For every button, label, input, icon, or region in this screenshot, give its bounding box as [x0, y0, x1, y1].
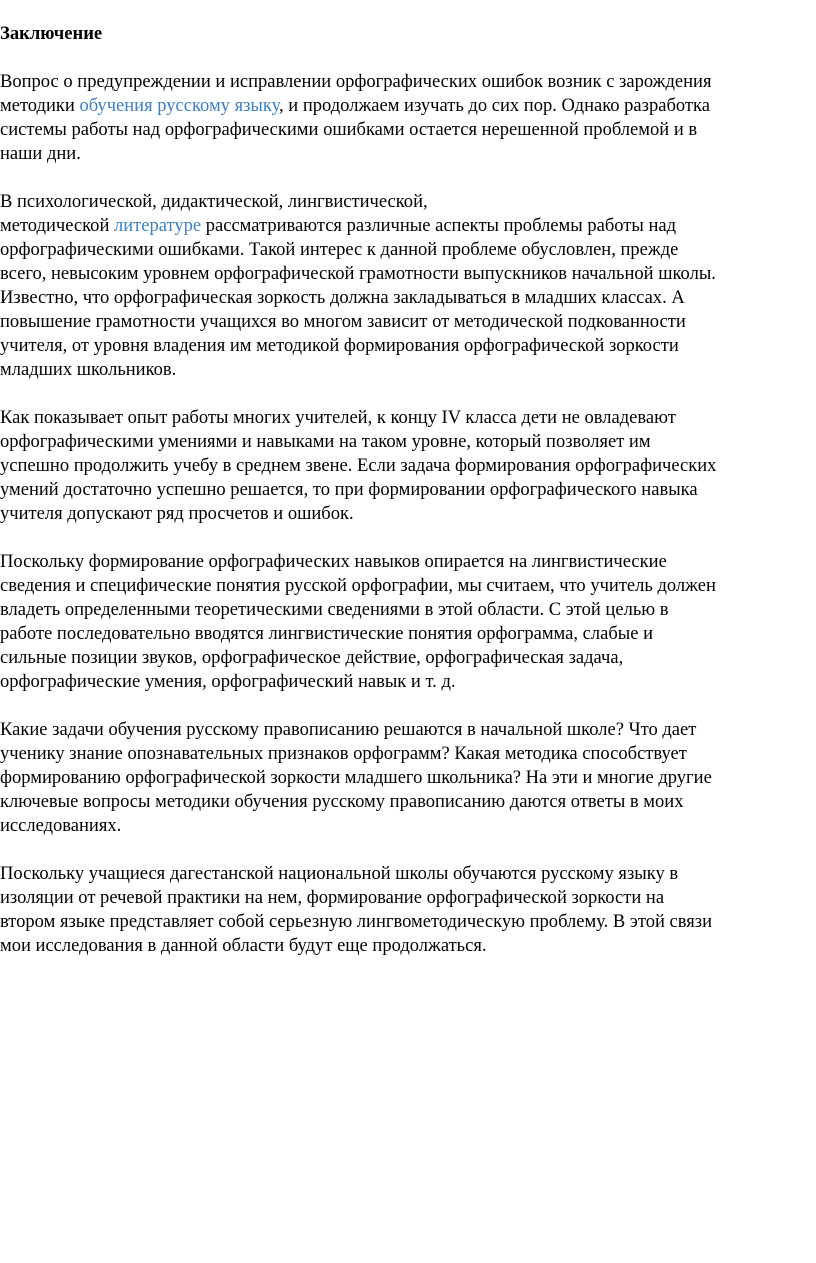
paragraph-line: орфографическими ошибками. Такой интерес к данной проблеме обусловлен, прежде [0, 239, 679, 260]
paragraph-line: владеть определенными теоретическими сведениями в этой области. С этой целью в [0, 599, 669, 620]
paragraph-2 [0, 190, 816, 382]
paragraph-line: учителя допускают ряд просчетов и ошибок. [0, 503, 354, 524]
paragraph-line: формированию орфографической зоркости младшего школьника? На эти и многие другие [0, 767, 712, 788]
paragraph-line [0, 214, 816, 238]
paragraph-line: орфографические умения, орфографический навык и т. д. [0, 671, 456, 692]
paragraph-line: ключевые вопросы методики обучения русскому правописанию даются ответы в моих [0, 791, 684, 812]
paragraph-1 [0, 70, 816, 166]
paragraph-line: сильные позиции звуков, орфографическое действие, орфографическая задача, [0, 647, 624, 668]
paragraph-line: Какие задачи обучения русскому правописанию решаются в начальной школе? Что дает [0, 719, 697, 740]
paragraph-3 [0, 406, 816, 526]
paragraph-line: орфографическими умениями и навыками на таком уровне, который позволяет им [0, 431, 651, 452]
paragraph-line: Вопрос о предупреждении и исправлении орфографических ошибок возник с зарождения [0, 71, 712, 92]
paragraph-line [0, 94, 816, 118]
paragraph-line: наши дни. [0, 143, 81, 164]
paragraph-line: сведения и специфические понятия русской орфографии, мы считаем, что учитель должен [0, 575, 716, 596]
link-russian-language-teaching[interactable]: обучения русскому языку [79, 95, 280, 116]
paragraph-line: работе последовательно вводятся лингвистические понятия орфограмма, слабые и [0, 623, 653, 644]
paragraph-line: Поскольку учащиеся дагестанской национальной школы обучаются русскому языку в [0, 863, 679, 884]
paragraph-line: В психологической, дидактической, лингвистической, [0, 191, 428, 212]
paragraph-line: успешно продолжить учебу в среднем звене. Если задача формирования орфографических [0, 455, 717, 476]
paragraph-line: системы работы над орфографическими ошибками остается нерешенной проблемой и в [0, 119, 698, 140]
text-segment: рассматриваются различные аспекты проблемы работы над [201, 215, 677, 236]
text-segment: методики [0, 95, 80, 116]
paragraph-line: всего, невысоким уровнем орфографической грамотности выпускников начальной школы. [0, 263, 716, 284]
paragraph-line: мои исследования в данной области будут еще продолжаться. [0, 935, 487, 956]
paragraph-line: младших школьников. [0, 359, 177, 380]
text-segment: , и продолжаем изучать до сих пор. Однако разработка [279, 95, 710, 116]
paragraph-line: Известно, что орфографическая зоркость должна закладываться в младших классах. А [0, 287, 685, 308]
paragraph-5 [0, 718, 816, 838]
paragraph-line: повышение грамотности учащихся во многом зависит от методической подкованности [0, 311, 686, 332]
paragraph-line: учителя, от уровня владения им методикой формирования орфографической зоркости [0, 335, 679, 356]
link-literature[interactable]: литературе [114, 215, 202, 236]
paragraph-line: изоляции от речевой практики на нем, формирование орфографической зоркости на [0, 887, 665, 908]
paragraph-line: умений достаточно успешно решается, то при формировании орфографического навыка [0, 479, 698, 500]
paragraph-6 [0, 862, 816, 958]
paragraph-line: исследованиях. [0, 815, 122, 836]
document-body [0, 22, 816, 982]
paragraph-line: втором языке представляет собой серьезную лингвометодическую проблему. В этой связи [0, 911, 713, 932]
paragraph-line: Как показывает опыт работы многих учителей, к концу IV класса дети не овладевают [0, 407, 676, 428]
paragraph-4 [0, 550, 816, 694]
paragraph-line: ученику знание опознавательных признаков орфограмм? Какая методика способствует [0, 743, 687, 764]
section-heading: Заключение [0, 23, 103, 44]
paragraph-line: Поскольку формирование орфографических навыков опирается на лингвистические [0, 551, 667, 572]
text-segment: методической [0, 215, 114, 236]
